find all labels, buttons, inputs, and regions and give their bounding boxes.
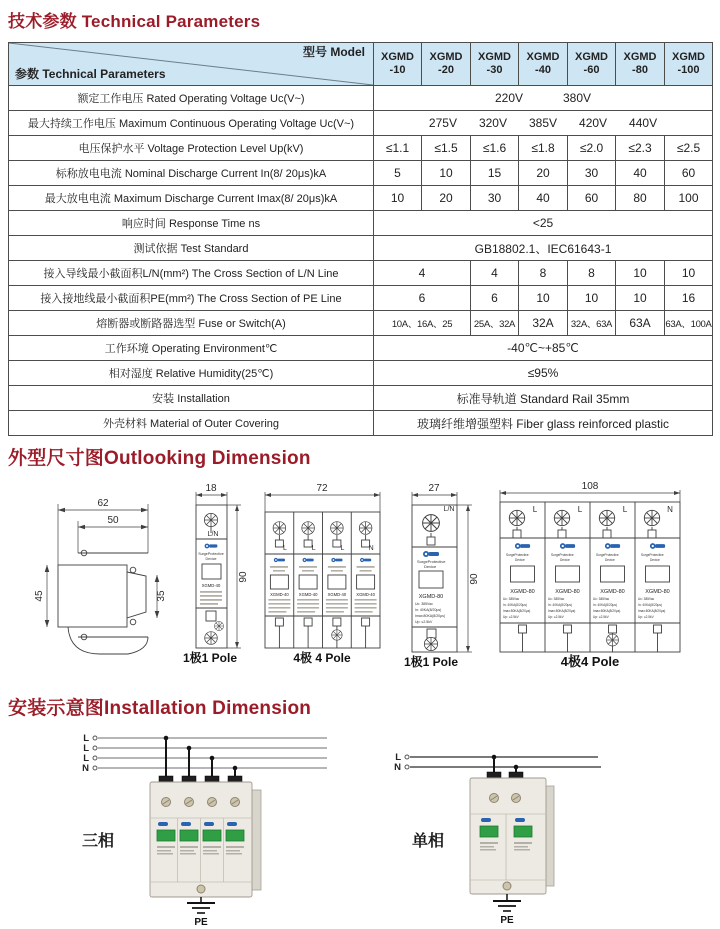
- param-value: 8: [568, 261, 616, 286]
- dim-18: 18: [205, 483, 217, 494]
- svg-text:Device: Device: [560, 558, 570, 562]
- pe-label: PE: [500, 915, 514, 926]
- param-value: 10: [665, 261, 713, 286]
- param-label: 最大放电电流 Maximum Discharge Current Imax(8/ 20μs)kA: [9, 186, 374, 211]
- spd-device-2pole-photo: [470, 772, 554, 894]
- svg-text:Up: ≤2.5kV: Up: ≤2.5kV: [548, 615, 564, 619]
- pole1-27mm-drawing: [404, 483, 480, 669]
- param-value: 6: [471, 286, 519, 311]
- dim-27: 27: [428, 483, 440, 494]
- module-2: [545, 505, 590, 652]
- section-title-outlooking-dimension: 外型尺寸图Outlooking Dimension: [8, 448, 311, 469]
- param-value: 5: [374, 161, 422, 186]
- param-value: ≤1.5: [422, 136, 471, 161]
- param-value: 275V 320V 385V 420V 440V: [374, 111, 713, 136]
- svg-text:L: L: [622, 505, 628, 514]
- svg-text:In: 40KA(8/20μs): In: 40KA(8/20μs): [415, 608, 442, 612]
- param-value: 8: [519, 261, 568, 286]
- dim-50: 50: [107, 515, 119, 526]
- param-label: 响应时间 Response Time ns: [9, 211, 374, 236]
- param-value: 80: [616, 186, 665, 211]
- brand-line2: Device: [205, 557, 217, 561]
- pe-label: PE: [194, 917, 208, 928]
- svg-text:Up: ≤2.5kV: Up: ≤2.5kV: [593, 615, 609, 619]
- svg-text:Imax:80KA(8/20μs): Imax:80KA(8/20μs): [593, 609, 621, 613]
- module-model: XGMD-80: [418, 594, 444, 600]
- svg-text:SurgeProtective: SurgeProtective: [551, 553, 574, 557]
- corner-param-label: 参数 Technical Parameters: [15, 67, 166, 82]
- param-value: 16: [665, 286, 713, 311]
- param-value: 20: [519, 161, 568, 186]
- table-row: [9, 336, 713, 361]
- dim-108: 108: [581, 481, 599, 492]
- svg-text:In: 40KA(8/20μs): In: 40KA(8/20μs): [638, 603, 662, 607]
- wire-label: N: [82, 763, 89, 774]
- param-value: ≤2.5: [665, 136, 713, 161]
- param-value: <25: [374, 211, 713, 236]
- pole1-18mm-drawing: [183, 483, 249, 665]
- param-label: 外壳材料 Material of Outer Covering: [9, 411, 374, 436]
- table-row: [9, 411, 713, 436]
- dim-90: 90: [469, 573, 480, 585]
- param-label: 相对湿度 Relative Humidity(25℃): [9, 361, 374, 386]
- svg-text:XGMD-40: XGMD-40: [327, 592, 347, 597]
- svg-text:N: N: [667, 505, 673, 514]
- param-value: 63A、100A: [665, 311, 713, 336]
- param-label: 接入接地线最小截面积PE(mm²) The Cross Section of PE Line: [9, 286, 374, 311]
- side-view-drawing: [34, 498, 167, 654]
- param-value: 60: [665, 161, 713, 186]
- param-value: 30: [471, 186, 519, 211]
- svg-text:XGMD-40: XGMD-40: [356, 592, 375, 597]
- model-column-header: XGMD -80: [616, 43, 665, 86]
- svg-text:XGMD-40: XGMD-40: [298, 592, 318, 597]
- svg-text:SurgeProtective: SurgeProtective: [641, 553, 664, 557]
- wire-label: L: [83, 753, 89, 764]
- table-row: [9, 211, 713, 236]
- svg-text:XGMD-80: XGMD-80: [555, 589, 580, 595]
- svg-text:Up: ≤2.5kV: Up: ≤2.5kV: [415, 620, 433, 624]
- svg-text:Uc: 385Vac: Uc: 385Vac: [638, 597, 655, 601]
- module-4: [351, 522, 380, 648]
- wire-label: L: [83, 743, 89, 754]
- technical-parameters-table: [8, 42, 713, 436]
- param-value: 40: [616, 161, 665, 186]
- section-title-installation-dimension: 安装示意图Installation Dimension: [8, 698, 312, 719]
- svg-text:In: 40KA(8/20μs): In: 40KA(8/20μs): [548, 603, 572, 607]
- param-value: 6: [374, 286, 471, 311]
- param-value: ≤1.1: [374, 136, 422, 161]
- ground-icon: [187, 897, 215, 913]
- svg-text:SurgeProtective: SurgeProtective: [506, 553, 529, 557]
- brand-line1: SurgeProtective: [417, 559, 446, 564]
- param-value: 220V 380V: [374, 86, 713, 111]
- param-value: 32A、63A: [568, 311, 616, 336]
- param-value: 4: [374, 261, 471, 286]
- svg-text:Device: Device: [605, 558, 615, 562]
- param-label: 安装 Installation: [9, 386, 374, 411]
- param-value: 100: [665, 186, 713, 211]
- wire-label: N: [394, 762, 401, 773]
- param-value: ≤95%: [374, 361, 713, 386]
- pole-label: 4极4 Pole: [560, 654, 620, 669]
- param-label: 测试依据 Test Standard: [9, 236, 374, 261]
- module-3: [323, 522, 352, 648]
- table-row: [9, 186, 713, 211]
- svg-text:L: L: [283, 545, 287, 552]
- dim-72: 72: [316, 483, 328, 494]
- svg-text:Imax:80KA(8/20μs): Imax:80KA(8/20μs): [503, 609, 531, 613]
- module-2: [294, 522, 323, 648]
- svg-text:Up: ≤2.5kV: Up: ≤2.5kV: [503, 615, 519, 619]
- svg-text:XGMD-80: XGMD-80: [600, 589, 625, 595]
- table-row: [9, 386, 713, 411]
- svg-text:Uc: 385Vac: Uc: 385Vac: [548, 597, 565, 601]
- module-1: [265, 522, 294, 648]
- brand-line1: SurgeProtective: [198, 552, 224, 556]
- svg-text:Uc: 385Vac: Uc: 385Vac: [593, 597, 610, 601]
- module-3: [590, 505, 635, 652]
- model-column-header: XGMD -40: [519, 43, 568, 86]
- module-1: [500, 505, 545, 652]
- dim-45: 45: [34, 590, 45, 602]
- svg-text:XGMD-80: XGMD-80: [510, 589, 535, 595]
- model-column-header: XGMD -30: [471, 43, 519, 86]
- three-phase-diagram: [82, 733, 327, 928]
- param-value: ≤2.0: [568, 136, 616, 161]
- param-label: 熔断器或断路器选型 Fuse or Switch(A): [9, 311, 374, 336]
- param-value: 10: [616, 261, 665, 286]
- model-column-header: XGMD -20: [422, 43, 471, 86]
- svg-text:In: 40KA(8/20μs): In: 40KA(8/20μs): [593, 603, 617, 607]
- table-row: [9, 286, 713, 311]
- param-value: 10A、16A、25: [374, 311, 471, 336]
- svg-text:In: 40KA(8/20μs): In: 40KA(8/20μs): [503, 603, 527, 607]
- param-label: 工作环境 Operating Environment℃: [9, 336, 374, 361]
- svg-text:Imax:80KA(8/20μs): Imax:80KA(8/20μs): [638, 609, 666, 613]
- param-value: ≤1.8: [519, 136, 568, 161]
- single-phase-label: 单相: [411, 833, 445, 850]
- param-value: 10: [568, 286, 616, 311]
- pole-label: 1极1 Pole: [403, 655, 459, 669]
- svg-text:Up: ≤2.5kV: Up: ≤2.5kV: [638, 615, 654, 619]
- param-value: 10: [422, 161, 471, 186]
- svg-text:Uc: 385Vac: Uc: 385Vac: [415, 602, 433, 606]
- param-value: 标准导轨道 Standard Rail 35mm: [374, 386, 713, 411]
- model-column-header: XGMD -10: [374, 43, 422, 86]
- param-value: 32A: [519, 311, 568, 336]
- param-label: 最大持续工作电压 Maximum Continuous Operating Voltage Uc(V~): [9, 111, 374, 136]
- param-value: ≤1.6: [471, 136, 519, 161]
- svg-text:SurgeProtective: SurgeProtective: [596, 553, 619, 557]
- svg-text:XGMD-40: XGMD-40: [270, 592, 289, 597]
- pole4-72mm-drawing: [265, 483, 380, 665]
- param-value: -40℃~+85℃: [374, 336, 713, 361]
- corner-model-label: 型号 Model: [303, 45, 365, 59]
- param-value: 15: [471, 161, 519, 186]
- module-model: XGMD-40: [201, 583, 221, 588]
- section-title-technical-parameters: 技术参数 Technical Parameters: [8, 12, 261, 31]
- svg-text:Uc: 385Vac: Uc: 385Vac: [503, 597, 520, 601]
- model-column-header: XGMD -60: [568, 43, 616, 86]
- model-column-header: XGMD -100: [665, 43, 713, 86]
- param-label: 接入导线最小截面积L/N(mm²) The Cross Section of L/N Line: [9, 261, 374, 286]
- pole4-108mm-drawing: [500, 481, 680, 669]
- param-value: 63A: [616, 311, 665, 336]
- table-row: [9, 86, 713, 111]
- svg-text:L: L: [577, 505, 583, 514]
- svg-text:L: L: [311, 545, 316, 552]
- table-row: [9, 111, 713, 136]
- terminal-label: L/N: [207, 531, 219, 538]
- single-phase-diagram: [394, 752, 601, 926]
- ground-icon: [493, 894, 521, 911]
- param-value: 10: [374, 186, 422, 211]
- table-header-row: [9, 43, 713, 86]
- param-label: 额定工作电压 Rated Operating Voltage Uc(V~): [9, 86, 374, 111]
- table-corner-cell: [9, 43, 374, 86]
- dim-62: 62: [97, 498, 109, 509]
- table-row: [9, 236, 713, 261]
- pole-label: 1极1 Pole: [182, 651, 238, 665]
- param-value: 10: [519, 286, 568, 311]
- param-value: 40: [519, 186, 568, 211]
- svg-text:L: L: [532, 505, 538, 514]
- param-value: 60: [568, 186, 616, 211]
- three-phase-label: 三相: [81, 833, 115, 850]
- param-value: ≤2.3: [616, 136, 665, 161]
- svg-text:Device: Device: [515, 558, 525, 562]
- table-row: [9, 161, 713, 186]
- table-row: [9, 261, 713, 286]
- table-row: [9, 136, 713, 161]
- svg-text:Device: Device: [650, 558, 660, 562]
- param-value: GB18802.1、IEC61643-1: [374, 236, 713, 261]
- terminal-label: L/N: [443, 506, 455, 513]
- svg-text:XGMD-80: XGMD-80: [645, 589, 670, 595]
- wire-label: L: [395, 752, 401, 763]
- param-label: 电压保护水平 Voltage Protection Level Up(kV): [9, 136, 374, 161]
- param-value: 玻璃纤维增强塑料 Fiber glass reinforced plastic: [374, 411, 713, 436]
- svg-text:L: L: [340, 545, 345, 552]
- param-value: 4: [471, 261, 519, 286]
- table-row: [9, 311, 713, 336]
- dim-35: 35: [156, 590, 167, 602]
- param-value: 10: [616, 286, 665, 311]
- table-row: [9, 361, 713, 386]
- param-value: 30: [568, 161, 616, 186]
- installation-diagrams: [0, 722, 720, 929]
- svg-text:Imax:80KA(8/20μs): Imax:80KA(8/20μs): [548, 609, 576, 613]
- brand-line2: Device: [424, 564, 437, 569]
- svg-text:Imax:80KA(8/20μs): Imax:80KA(8/20μs): [415, 614, 446, 618]
- param-value: 25A、32A: [471, 311, 519, 336]
- dimension-drawings: [0, 480, 720, 692]
- dim-90: 90: [238, 571, 249, 583]
- param-value: 20: [422, 186, 471, 211]
- param-label: 标称放电电流 Nominal Discharge Current In(8/ 20μs)kA: [9, 161, 374, 186]
- spd-device-4pole-photo: [150, 776, 261, 897]
- svg-text:N: N: [368, 545, 374, 552]
- wire-label: L: [83, 733, 89, 744]
- pole-label: 4极 4 Pole: [293, 651, 351, 665]
- module-4: [635, 505, 680, 652]
